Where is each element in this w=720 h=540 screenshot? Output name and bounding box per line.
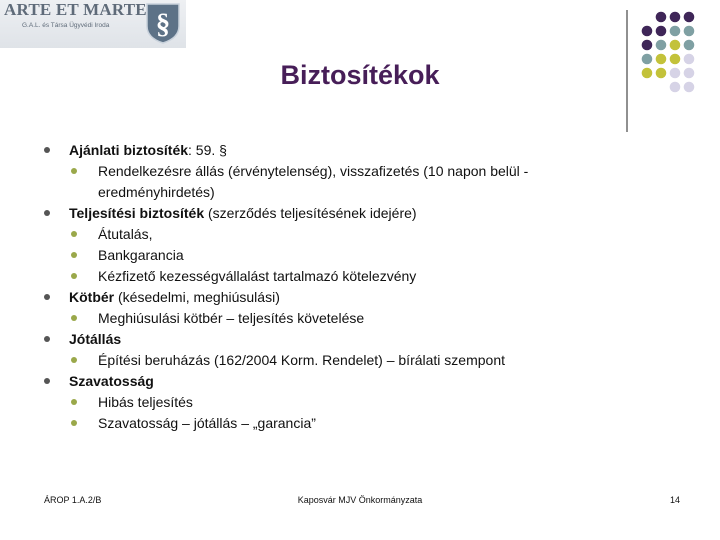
list-item — [44, 203, 564, 224]
footer-organization: Kaposvár MJV Önkormányzata — [297, 495, 423, 505]
decorative-dot — [684, 54, 695, 65]
sub-list-item — [44, 392, 564, 413]
sub-list-item — [44, 308, 564, 329]
decorative-dot — [684, 82, 695, 93]
decorative-dot — [670, 40, 681, 51]
sub-list-item-text: Rendelkezésre állás (érvénytelenség), visszafizetés (10 napon belül - eredményhirdetés) — [98, 163, 529, 200]
sub-list-item-text: Kézfizető kezességvállalást tartalmazó kötelezvény — [98, 268, 417, 284]
slide-title: Biztosítékok — [280, 60, 440, 90]
decorative-dot — [670, 26, 681, 37]
bullet-icon — [44, 147, 50, 153]
sub-bullet-icon — [71, 399, 77, 405]
page-number: 14 — [669, 495, 680, 505]
sub-bullet-icon — [71, 168, 77, 174]
decorative-dot — [670, 54, 681, 65]
list-item-detail: (késedelmi, meghiúsulási) — [114, 289, 280, 305]
decorative-dot — [684, 40, 695, 51]
list-item-term: Kötbér — [69, 289, 115, 305]
decorative-dot — [670, 68, 681, 79]
list-item-detail: : 59. § — [188, 142, 227, 158]
sub-bullet-icon — [71, 420, 77, 426]
list-item-term: Szavatosság — [69, 373, 154, 389]
decorative-dot — [656, 26, 667, 37]
sub-list-item — [44, 266, 564, 287]
decorative-dot — [642, 54, 653, 65]
sub-list-item-text: Hibás teljesítés — [98, 394, 193, 410]
bullet-icon — [44, 378, 50, 384]
sub-list-item — [44, 350, 564, 371]
decorative-dot — [656, 54, 667, 65]
decorative-dot — [684, 12, 695, 23]
decorative-dot — [642, 40, 653, 51]
sub-bullet-icon — [71, 273, 77, 279]
sub-list-item — [44, 224, 564, 245]
decorative-dot — [670, 82, 681, 93]
decorative-dot — [656, 12, 667, 23]
sub-list-item — [44, 161, 564, 203]
footer-program: ÁROP 1.A.2/B — [44, 495, 102, 505]
decorative-dot — [684, 26, 695, 37]
list-item-term: Ajánlati biztosíték — [69, 142, 189, 158]
section-sign-emblem-icon — [144, 2, 182, 44]
decorative-dot — [684, 68, 695, 79]
list-item-detail: (szerződés teljesítésének idejére) — [204, 205, 417, 221]
sub-bullet-icon — [71, 357, 77, 363]
decorative-dot — [656, 68, 667, 79]
decorative-dot — [642, 68, 653, 79]
firm-logo — [0, 0, 186, 48]
bullet-list — [44, 140, 564, 434]
bullet-icon — [44, 294, 50, 300]
list-item — [44, 371, 564, 392]
list-item-term: Teljesítési biztosíték — [69, 205, 205, 221]
svg-text:§: § — [155, 8, 171, 40]
decorative-dot — [670, 12, 681, 23]
decorative-dot — [642, 26, 653, 37]
list-item — [44, 287, 564, 308]
list-item-term: Jótállás — [69, 331, 122, 347]
list-item — [44, 140, 564, 161]
bullet-icon — [44, 336, 50, 342]
decorative-dot — [656, 40, 667, 51]
sub-list-item — [44, 245, 564, 266]
list-item — [44, 329, 564, 350]
sub-bullet-icon — [71, 231, 77, 237]
sub-bullet-icon — [71, 315, 77, 321]
bullet-icon — [44, 210, 50, 216]
sub-list-item-text: Szavatosság – jótállás – „garancia” — [98, 415, 316, 431]
sub-list-item-text: Bankgarancia — [98, 247, 184, 263]
sub-list-item-text: Építési beruházás (162/2004 Korm. Rendelet) – bírálati szempont — [98, 352, 506, 368]
sub-list-item-text: Meghiúsulási kötbér – teljesítés követelése — [98, 310, 365, 326]
sub-list-item-text: Átutalás, — [98, 226, 153, 242]
logo-title: ARTE ET MARTE — [4, 0, 147, 19]
sub-bullet-icon — [71, 252, 77, 258]
sub-list-item — [44, 413, 564, 434]
logo-subtitle: G.A.L. és Társa Ügyvédi Iroda — [22, 22, 110, 29]
